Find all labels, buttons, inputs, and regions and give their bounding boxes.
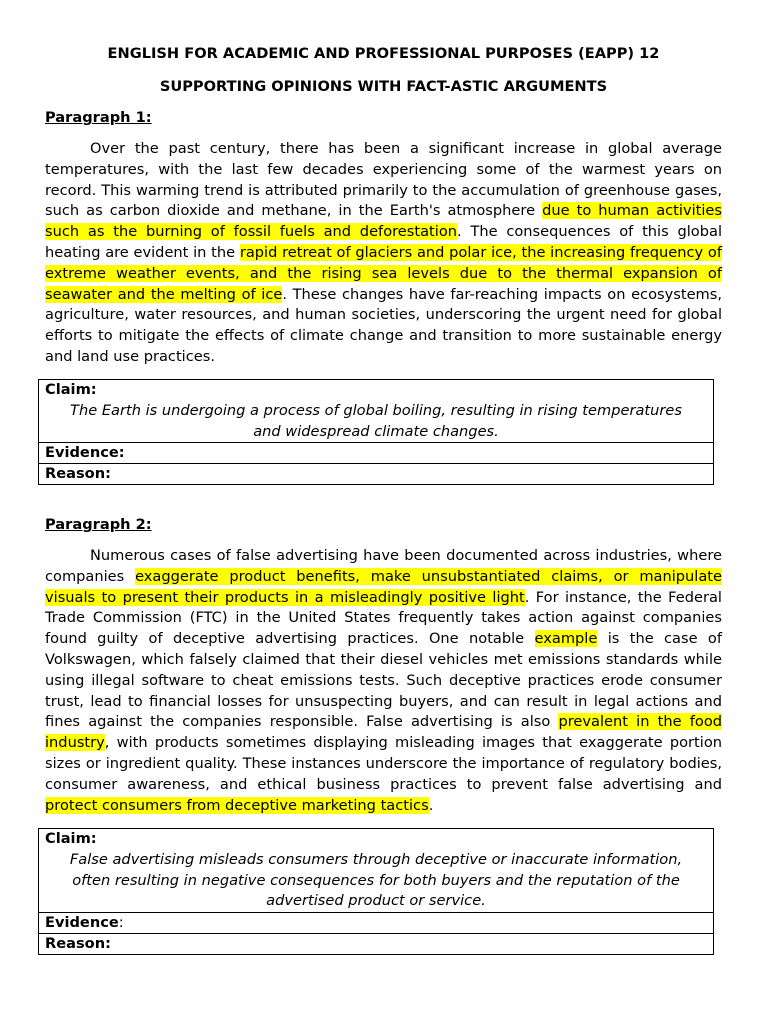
reason-label: Reason:	[45, 935, 111, 953]
claim-text: False advertising misleads consumers through deceptive or inaccurate information, often resulting in negative consequences for both buyers and the reputation of the advertised product or service.	[69, 850, 683, 910]
paragraph-2-heading: Paragraph 2:	[45, 516, 152, 533]
evidence-label: Evidence	[45, 914, 119, 932]
lesson-title: SUPPORTING OPINIONS WITH FACT-ASTIC ARGUMENTS	[159, 78, 608, 95]
evidence-suffix: :	[118, 914, 124, 932]
highlighted-text: protect consumers from deceptive marketing tactics	[45, 796, 429, 814]
body-text: , with products sometimes displaying misleading images that exaggerate portion sizes or ingredient quality. These instances underscore the importance of regulatory bodies, consumer awareness, and ethical business practices to prevent false advertising and	[45, 734, 722, 793]
claim-row	[39, 380, 713, 442]
body-text: Over the past century, there has been a significant increase in global average temperatures, with the last few decades experiencing some of the warmest years on record. This warming trend is attributed primarily to the accumulation of greenhouse gases, such as carbon dioxide and methane, in the Earth's atmosphere	[45, 140, 722, 220]
paragraph-2-body	[45, 546, 722, 816]
claim-row	[39, 829, 713, 912]
paragraph-1-heading: Paragraph 1:	[45, 109, 152, 126]
reason-label: Reason:	[45, 465, 111, 483]
course-title: ENGLISH FOR ACADEMIC AND PROFESSIONAL PURPOSES (EAPP) 12	[107, 45, 660, 62]
highlighted-text: rapid retreat of glaciers and polar ice, the increasing frequency of extreme weather events, and the rising sea levels due to the thermal expansion of seawater and the melting of ice	[45, 243, 722, 303]
body-text: . These changes have far-reaching impacts on ecosystems, agriculture, water resources, and human societies, underscoring the urgent need for global efforts to mitigate the effects of climate change and transition to more sustainable energy and land use practices.	[45, 285, 723, 365]
highlighted-text: due to human activities such as the burning of fossil fuels and deforestation	[45, 202, 722, 241]
body-text: Numerous cases of false advertising have been documented across industries, where companies	[45, 547, 722, 585]
claim-label: Claim:	[45, 381, 97, 398]
body-text: . The consequences of this global heating are evident in the	[45, 223, 722, 261]
cer-table-1	[38, 379, 714, 485]
highlighted-text: prevalent in the food industry	[45, 713, 723, 752]
highlighted-text: exaggerate product benefits, make unsubstantiated claims, or manipulate visuals to present their products in a misleadingly positive light	[45, 567, 722, 606]
reason-row[interactable]	[39, 463, 713, 484]
evidence-row[interactable]	[39, 912, 713, 933]
cer-table-2	[38, 828, 714, 955]
paragraph-1-body	[45, 139, 722, 368]
claim-label: Claim:	[45, 830, 97, 847]
reason-row[interactable]	[39, 933, 713, 954]
body-text: . For instance, the Federal Trade Commission (FTC) in the United States frequently takes action against companies found guilty of deceptive advertising practices. One notable	[45, 588, 722, 648]
body-text: .	[428, 796, 434, 814]
evidence-row[interactable]	[39, 442, 713, 463]
highlighted-text: example	[534, 630, 598, 648]
body-text: is the case of Volkswagen, which falsely claimed that their diesel vehicles met emissions standards while using illegal software to cheat emissions tests. Such deceptive practices erode consumer trust, lead to financial losses for unsuspecting buyers, and can result in legal actions and fines against the companies responsible. False advertising is also	[45, 630, 722, 731]
claim-text: The Earth is undergoing a process of global boiling, resulting in rising temperatures and widespread climate changes.	[70, 401, 682, 440]
evidence-label: Evidence:	[45, 444, 125, 462]
